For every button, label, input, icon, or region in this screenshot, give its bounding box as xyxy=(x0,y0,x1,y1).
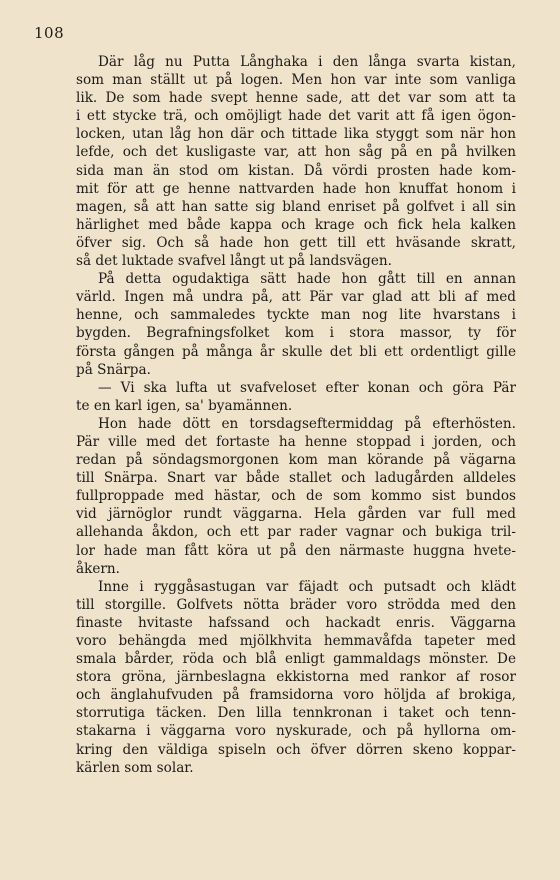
text-line: så det luktade svafvel långt ut på landsvägen. xyxy=(76,253,392,270)
text-line: lik. De som hade svept henne sade, att det var som att ta xyxy=(76,90,516,107)
text-line: Där låg nu Putta Långhaka i den långa svarta kistan, xyxy=(98,54,516,70)
text-line: fullproppade med hästar, och de som kommo sist bundos xyxy=(76,488,516,505)
text-line: kärlen som solar. xyxy=(76,759,194,776)
text-line: allehanda åkdon, och ett par rader vagnar och bukiga tril- xyxy=(76,524,516,541)
text-line: voro behängda med mjölkhvita hemmavåfda tapeter med xyxy=(76,633,516,649)
text-line: magen, så att han satte sig bland enriset på golfvet i all sin xyxy=(76,198,516,215)
text-line: te en karl igen, sa' byamännen. xyxy=(76,397,293,414)
text-line: henne, och sammaledes tyckte man nog lite hvarstans i xyxy=(76,307,516,324)
text-line: första gången på många år skulle det bli ett ordentligt gille xyxy=(76,343,516,360)
text-line: mit för att ge henne nattvarden hade hon knuffat honom i xyxy=(76,180,516,197)
text-line: till Snärpa. Snart var både stallet och ladugården alldeles xyxy=(76,470,516,487)
text-line: lefde, och det kusligaste var, att hon såg på en på hvilken xyxy=(76,144,516,161)
text-line: Hon hade dött en torsdagseftermiddag på efterhösten. xyxy=(98,415,516,432)
text-line: sida man än stod om kistan. Då vördi prosten hade kom- xyxy=(76,162,516,179)
text-line: Inne i ryggåsastugan var fäjadt och putsadt och klädt xyxy=(98,578,516,595)
text-line: redan på söndagsmorgonen kom man körande på vägarna xyxy=(76,452,516,469)
text-line: som man ställt ut på logen. Men hon var inte som vanliga xyxy=(76,72,516,89)
text-line: smala bårder, röda och blå enligt gammaldags mönster. De xyxy=(76,651,516,668)
text-line: På detta ogudaktiga sätt hade hon gått till en annan xyxy=(98,271,516,288)
text-line: öfver sig. Och så hade hon gett till ett hväsande skratt, xyxy=(76,234,516,251)
text-line: storrutiga täcken. Den lilla tennkronan i taket och tenn- xyxy=(76,705,516,722)
text-line: stakarna i väggarna voro nyskurade, och på hyllorna om- xyxy=(76,723,516,740)
text-line: i ett stycke trä, och omöjligt hade det varit att få igen ögon- xyxy=(76,108,516,125)
page-number: 108 xyxy=(34,24,65,42)
text-line: finaste hvitaste hafssand och hackadt enris. Väggarna xyxy=(76,614,516,631)
text-line: åkern. xyxy=(76,560,120,577)
text-line: härlighet med både kappa och krage och fick hela kalken xyxy=(76,216,516,233)
text-line: — Vi ska lufta ut svafveloset efter konan och göra Pär xyxy=(98,379,516,396)
text-line: på Snärpa. xyxy=(76,361,151,378)
text-line: värld. Ingen må undra på, att Pär var glad att bli af med xyxy=(76,289,516,306)
text-line: lor hade man fått köra ut på den närmaste huggna hvete- xyxy=(76,542,516,559)
text-line: Pär ville med det fortaste ha henne stoppad i jorden, och xyxy=(76,433,516,450)
text-line: bygden. Begrafningsfolket kom i stora massor, ty för xyxy=(76,325,516,342)
body-text xyxy=(76,53,516,777)
text-line: till storgille. Golfvets nötta bräder voro strödda med den xyxy=(76,596,516,613)
text-line: stora gröna, järnbeslagna ekkistorna med rankor af rosor xyxy=(76,669,516,686)
text-line: vid järnöglor rundt väggarna. Hela gården var full med xyxy=(76,506,516,523)
text-line: och änglahufvuden på framsidorna voro höljda af brokiga, xyxy=(76,687,516,704)
text-line: kring den väldiga spiseln och öfver dörren skeno koppar- xyxy=(76,741,516,758)
text-line: locken, utan låg hon där och tittade lika styggt som när hon xyxy=(76,126,516,143)
